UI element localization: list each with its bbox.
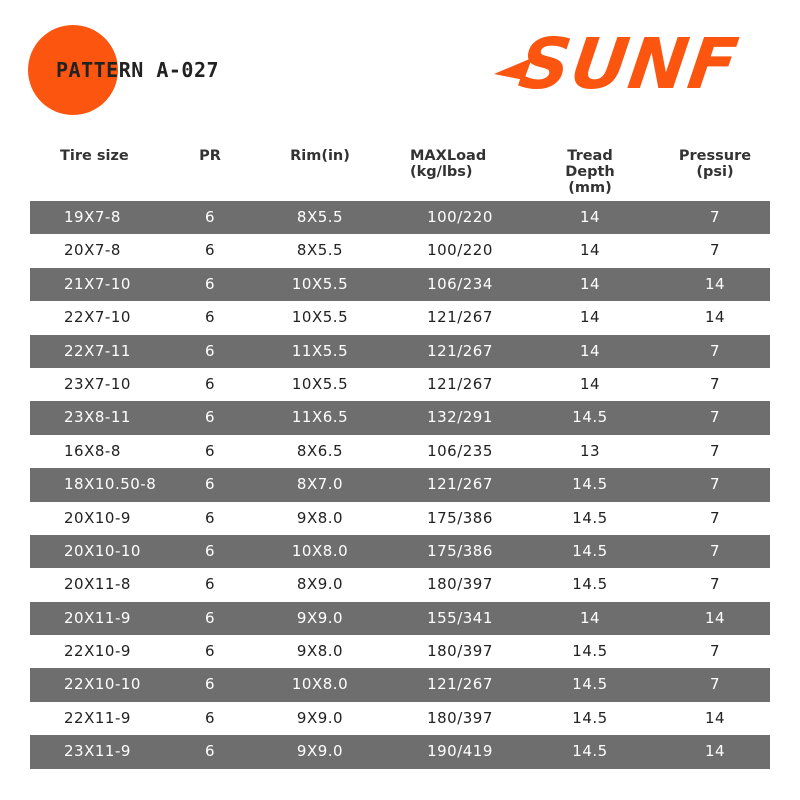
table-row [30, 268, 770, 301]
pressure-cell: 14 [704, 608, 726, 627]
pr-cell: 6 [204, 208, 216, 226]
max-load-cell: 132/291 [427, 408, 493, 427]
pressure-cell: 7 [709, 508, 721, 527]
tread-depth-cell: 14.5 [572, 742, 608, 761]
tread-depth-cell: 14 [579, 608, 601, 627]
tire-size-cell: 23X7-10 [64, 374, 131, 393]
max-load-cell: 121/267 [427, 341, 493, 360]
tire-size-cell: 20X10-10 [64, 541, 141, 560]
pr-cell: 6 [204, 575, 216, 594]
rim-cell: 10X5.5 [291, 374, 349, 393]
max-load-cell: 175/386 [427, 508, 493, 527]
pr-cell: 6 [204, 475, 216, 494]
table-row [30, 502, 770, 535]
rim-cell: 9X9.0 [296, 608, 344, 627]
tread-depth-cell: 14.5 [572, 541, 608, 560]
tire-size-cell: 22X10-10 [64, 675, 141, 694]
tire-size-cell: 20X11-9 [64, 608, 131, 627]
pressure-cell: 7 [709, 441, 721, 460]
table-row [30, 201, 770, 234]
pr-cell: 6 [204, 675, 216, 694]
pressure-cell: 7 [709, 341, 721, 360]
pr-cell: 6 [204, 241, 216, 260]
rim-cell: 10X5.5 [291, 308, 349, 327]
tread-depth-cell: 14 [579, 208, 601, 226]
tread-depth-cell: 14.5 [572, 408, 608, 427]
tire-size-cell: 20X10-9 [64, 508, 131, 527]
pressure-cell: 7 [709, 642, 721, 661]
pr-cell: 6 [204, 608, 216, 627]
tread-depth-cell: 14.5 [572, 675, 608, 694]
tire-size-cell: 22X7-11 [64, 341, 131, 360]
tire-size-cell: 22X10-9 [64, 642, 131, 661]
max-load-cell: 180/397 [427, 642, 493, 661]
pressure-cell: 7 [709, 675, 721, 694]
tire-size-cell: 19X7-8 [64, 208, 121, 226]
tire-size-cell: 16X8-8 [64, 441, 121, 460]
tire-size-cell: 18X10.50-8 [64, 475, 157, 494]
pressure-cell: 7 [709, 208, 721, 226]
header-rim: Rim(in) [290, 148, 350, 164]
rim-cell: 9X9.0 [296, 708, 344, 727]
tread-depth-cell: 14 [579, 274, 601, 293]
max-load-cell: 121/267 [427, 475, 493, 494]
table-row [30, 568, 770, 601]
max-load-cell: 121/267 [427, 374, 493, 393]
max-load-cell: 180/397 [427, 708, 493, 727]
tire-size-cell: 23X11-9 [64, 742, 131, 761]
table-row [30, 668, 770, 701]
tire-size-cell: 22X11-9 [64, 708, 131, 727]
pr-cell: 6 [204, 374, 216, 393]
rim-cell: 10X8.0 [291, 541, 349, 560]
tread-depth-cell: 13 [579, 441, 601, 460]
tire-spec-table [30, 201, 770, 769]
pressure-cell: 14 [704, 708, 726, 727]
pr-cell: 6 [204, 508, 216, 527]
max-load-cell: 175/386 [427, 541, 493, 560]
tire-size-cell: 22X7-10 [64, 308, 131, 327]
table-row [30, 635, 770, 668]
pressure-cell: 14 [704, 308, 726, 327]
header-pr: PR [199, 148, 221, 164]
pr-cell: 6 [204, 408, 216, 427]
pr-cell: 6 [204, 274, 216, 293]
table-header [30, 148, 770, 198]
tread-depth-cell: 14 [579, 308, 601, 327]
tread-depth-cell: 14 [579, 241, 601, 260]
pressure-cell: 7 [709, 241, 721, 260]
max-load-cell: 190/419 [427, 742, 493, 761]
max-load-cell: 180/397 [427, 575, 493, 594]
max-load-cell: 121/267 [427, 308, 493, 327]
pr-cell: 6 [204, 308, 216, 327]
table-row [30, 335, 770, 368]
table-row [30, 535, 770, 568]
tread-depth-cell: 14.5 [572, 575, 608, 594]
max-load-cell: 155/341 [427, 608, 493, 627]
rim-cell: 8X7.0 [296, 475, 344, 494]
pressure-cell: 7 [709, 475, 721, 494]
pressure-cell: 7 [709, 575, 721, 594]
logo-text: SUNF [514, 23, 744, 105]
tread-depth-cell: 14.5 [572, 642, 608, 661]
pr-cell: 6 [204, 742, 216, 761]
header-max-load: MAXLoad (kg/lbs) [410, 148, 487, 180]
rim-cell: 8X5.5 [296, 208, 344, 226]
tire-size-cell: 23X8-11 [64, 408, 131, 427]
pressure-cell: 7 [709, 408, 721, 427]
tread-depth-cell: 14 [579, 374, 601, 393]
tire-size-cell: 21X7-10 [64, 274, 131, 293]
pressure-cell: 14 [704, 742, 726, 761]
tread-depth-cell: 14.5 [572, 475, 608, 494]
pr-cell: 6 [204, 341, 216, 360]
pr-cell: 6 [204, 541, 216, 560]
pattern-label: PATTERN A-027 [56, 58, 220, 82]
pressure-cell: 7 [709, 374, 721, 393]
table-row [30, 301, 770, 334]
table-row [30, 401, 770, 434]
table-row [30, 602, 770, 635]
rim-cell: 9X8.0 [296, 508, 344, 527]
tread-depth-cell: 14.5 [572, 508, 608, 527]
table-row [30, 702, 770, 735]
max-load-cell: 100/220 [427, 208, 493, 226]
rim-cell: 10X5.5 [291, 274, 349, 293]
tire-size-cell: 20X7-8 [64, 241, 121, 260]
rim-cell: 9X8.0 [296, 642, 344, 661]
max-load-cell: 106/234 [427, 274, 493, 293]
table-row [30, 368, 770, 401]
table-row [30, 468, 770, 501]
tread-depth-cell: 14 [579, 341, 601, 360]
header-tire-size: Tire size [60, 148, 129, 164]
pr-cell: 6 [204, 642, 216, 661]
max-load-cell: 106/235 [427, 441, 493, 460]
rim-cell: 8X9.0 [296, 575, 344, 594]
rim-cell: 11X6.5 [291, 408, 349, 427]
tread-depth-cell: 14.5 [572, 708, 608, 727]
rim-cell: 9X9.0 [296, 742, 344, 761]
rim-cell: 10X8.0 [291, 675, 349, 694]
pressure-cell: 14 [704, 274, 726, 293]
header-pressure: Pressure (psi) [678, 148, 752, 180]
rim-cell: 8X5.5 [296, 241, 344, 260]
tire-size-cell: 20X11-8 [64, 575, 131, 594]
rim-cell: 8X6.5 [296, 441, 344, 460]
max-load-cell: 121/267 [427, 675, 493, 694]
table-row [30, 735, 770, 768]
table-row [30, 234, 770, 267]
header-tread-depth: Tread Depth (mm) [565, 148, 615, 196]
pressure-cell: 7 [709, 541, 721, 560]
pr-cell: 6 [204, 441, 216, 460]
rim-cell: 11X5.5 [291, 341, 349, 360]
table-row [30, 435, 770, 468]
max-load-cell: 100/220 [427, 241, 493, 260]
pr-cell: 6 [204, 708, 216, 727]
